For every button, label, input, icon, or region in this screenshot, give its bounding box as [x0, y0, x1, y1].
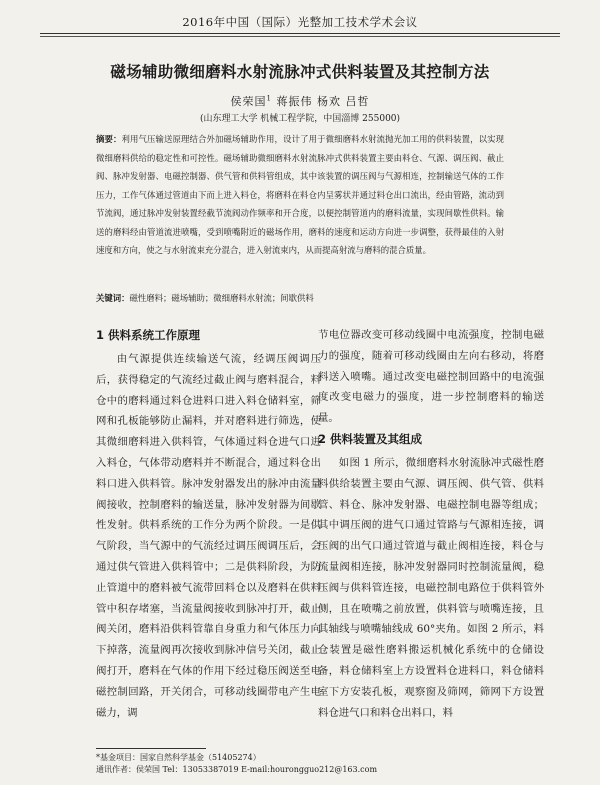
keywords [96, 292, 504, 304]
abstract-text: 利用气压输送原理结合外加磁场辅助作用，设计了用于微细磨料水射流抛光加工用的供料装置，以实现微细磨料供给的稳定性和可控性。磁场辅助微细磨料水射流脉冲式供料装置主要由料仓、气源、调压阀、截止阀、脉冲发射器、电磁控制器、供气管和供料管组成，其中该装置的调压阀与气源相连，控制输送气体的工作压力，工作气体通过管道由下而上进入料仓，将磨料在料仓内呈雾状并通过料仓出口流出，经由管路，流动到节流阀，通过脉冲发射装置经截节流阀动作频率和开合度，以便控制管道内的磨料流量，实现间歇性供料。输送的磨料经由管道流进喷嘴，受到喷嘴附近的磁场作用，磨料的速度和运动方向进一步调整，获得最佳的入射速度和方向，使之与水射流束充分混合，进入射流束内，从而提高射流与磨料的混合质量。 [96, 134, 505, 255]
left-column [96, 325, 321, 750]
paper-title: 磁场辅助微细磨料水射流脉冲式供料装置及其控制方法 [110, 63, 490, 81]
header-rule-thin [40, 36, 560, 37]
abstract-label: 摘要： [96, 134, 122, 144]
author-first-sup: 1 [266, 94, 272, 103]
header-rule [40, 33, 560, 34]
section-1-paragraph: 由气源提供连续输送气流，经调压阀调压后，获得稳定的气流经过截止阀与磨料混合，料仓中的磨料通过料仓进料口进入料仓储料室，筛网和孔板能够防止漏料，并对磨料进行筛选，使其微细磨料进入供料管，气体通过料仓进气口进入料仓，气体带动磨料并不断混合，通过料仓出料口进入供料管。脉冲发射器发出的脉冲由流量阀接收，控制磨料的输送量，脉冲发射器为间歇性发射。供料系统的工作分为两个阶段。一是供气阶段，当气源中的气流经过调压阀调压后，会通过供气管进入供料管中；二是供料阶段，为防止管道中的磨料被气流带回料仓以及磨料在供料管中积存堵塞，当流量阀接收到脉冲打开，截止阀关闭，磨料沿供料管靠自身重力和气体压力向下掉落，流量阀再次接收到脉冲信号关闭，截止阀打开，磨料在气体的作用下经过稳压阀送至电磁控制回路，开关闭合，可移动线圈带电产生电磁力，调 [96, 353, 321, 719]
section-1-continuation: 节电位器改变可移动线圈中电流强度，控制电磁力的强度，随着可移动线圈由左向右移动，将磨料送入喷嘴。通过改变电磁控制回路中的电流强度改变电磁力的强度，进一步控制磨料的输送量。 [318, 329, 544, 425]
affiliation: (山东理工大学 机械工程学院，中国淄博 255000) [199, 114, 401, 124]
abstract [96, 130, 504, 260]
footnote-funding: *基金项目：国家自然科学基金（51405274） [96, 753, 261, 762]
footnote-contact: 通讯作者：侯荣国 Tel：13053387019 E-mail:hourongguo212@163.com [96, 765, 378, 774]
keywords-label: 关键词： [96, 293, 130, 303]
keywords-text: 磁性磨料；磁场辅助；微细磨料水射流；间歇供料 [129, 293, 314, 303]
section-2-paragraph: 如图 1 所示，微细磨料水射流脉冲式磁性磨料供给装置主要由气源、调压阀、供气管、供料管、料仓、脉冲发射器、电磁控制电器等组成；其中调压阀的进气口通过管路与气源相连接，调压阀的出气口通过管道与截止阀相连接，料仓与流量阀相连接，脉冲发射器同时控制流量阀，稳压阀与供料管连接，电磁控制电路位于供料管外侧，且在喷嘴之前放置，供料管与喷嘴连接，且其轴线与喷嘴轴线成 60°夹角。如图 2 所示，料仓装置是磁性磨料搬运机械化系统中的仓储设备，料仓储料室上方设置料仓进料口，料仓储料室下方安装孔板，观察窗及筛网，筛网下方设置料仓进气口和料仓出料口，料 [318, 456, 544, 719]
running-head: 2016年中国（国际）光整加工技术学术会议 [182, 15, 418, 29]
author-rest: 蒋振伟 杨欢 吕哲 [276, 95, 370, 108]
right-column [318, 325, 544, 723]
authors [0, 93, 600, 109]
section-1-heading: 1 供料系统工作原理 [96, 328, 201, 342]
author-first: 侯荣国 [230, 95, 267, 108]
section-2-heading: 2 供料装置及其组成 [318, 431, 423, 446]
footnote-rule [96, 748, 206, 749]
footnote [96, 752, 377, 776]
